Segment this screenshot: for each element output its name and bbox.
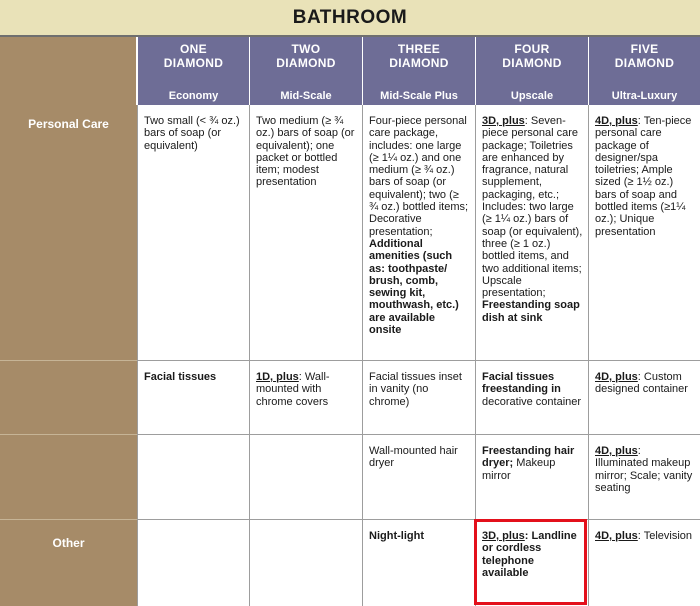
table-cell [475,520,588,606]
table-cell [362,435,475,520]
table-cell [475,361,588,435]
table-cell [475,105,588,361]
column-tier: Mid-Scale Plus [380,90,458,102]
table-cell [137,435,249,520]
cell-text: : Television [637,530,693,542]
cell-text: : Wall-mounted with chrome covers [256,371,330,408]
table-cell [588,435,700,520]
table-cell [249,105,362,361]
cell-text: : Custom designed container [595,371,688,396]
cell-text: Facial tissues inset in vanity (no chrome) [369,371,462,408]
cell-text: : Ten-piece personal care package of designer/spa toiletries; Ample sized (≥ 1½ oz.) bars of soap and bottled items (≥1¼ oz.); Unique presentation [595,115,692,238]
cell-text: decorative container [482,395,582,408]
cell-text: Four-piece personal care package, includes: one large (≥ 1¼ oz.) and one medium (≥ ¾ oz.) bars of soap (or equivalent); two (≥ ¾ oz.) bottled items; Decorative presentation; [369,115,469,238]
cell-text: : Illuminated makeup mirror; Scale; vanity seating [595,445,693,494]
table-cell [588,361,700,435]
table-title: BATHROOM [0,0,700,37]
cell-text: Makeup mirror [482,457,556,482]
table-cell [362,361,475,435]
column-header-three-diamond [362,37,475,105]
table-corner [0,37,137,105]
cell-text: Facial tissues [144,371,217,383]
cell-text: Additional amenities (such as: toothpaste/ brush, comb, sewing kit, mouthwash, etc.) are available onsite [369,237,459,337]
tier-reference: 3D, plus [482,115,525,127]
column-tier: Upscale [510,90,554,102]
column-header-two-diamond [249,37,362,105]
tier-reference: 3D, plus [482,530,525,542]
column-header-one-diamond [137,37,249,105]
table-cell [137,105,249,361]
cell-text: Night-light [369,530,424,542]
table-cell [588,105,700,361]
column-level: FIVE DIAMOND [614,42,675,70]
amenities-table [0,37,700,606]
column-header-five-diamond [588,37,700,105]
cell-text: Two small (< ¾ oz.) bars of soap (or equivalent) [144,115,240,152]
cell-text: : Landline or cordless telephone available [482,530,577,579]
table-cell [249,435,362,520]
column-tier: Ultra-Luxury [611,90,678,102]
tier-reference: 4D, plus [595,445,638,457]
row-label-blank [0,435,137,520]
column-level: ONE DIAMOND [163,42,224,70]
column-tier: Economy [168,90,219,102]
tier-reference: 4D, plus [595,371,638,383]
table-cell [137,361,249,435]
cell-text: Freestanding hair dryer; [482,445,575,470]
row-label-blank [0,361,137,435]
column-tier: Mid-Scale [280,90,332,102]
column-level: FOUR DIAMOND [502,42,562,70]
column-level: THREE DIAMOND [389,42,449,70]
column-header-four-diamond [475,37,588,105]
column-level: TWO DIAMOND [276,42,336,70]
cell-text: : Seven-piece personal care package; Toiletries are enhanced by fragrance, natural supplement, packaging, etc.; Includes: two large (≥ 1¼ oz.) bars of soap (or equivalent), three (≥ 1 oz.) bottled items, and two additional items; Upscale presentation; [482,115,583,300]
table-cell [249,361,362,435]
tier-reference: 4D, plus [595,115,638,127]
table-cell [362,520,475,606]
cell-text: Freestanding soap dish at sink [482,299,580,324]
table-cell [588,520,700,606]
cell-text: Wall-mounted hair dryer [369,445,458,470]
tier-reference: 1D, plus [256,371,299,383]
table-cell [475,435,588,520]
cell-text: Two medium (≥ ¾ oz.) bars of soap (or equivalent); one packet or bottled item; modest presentation [256,115,355,189]
table-cell [249,520,362,606]
table-cell [362,105,475,361]
table-cell [137,520,249,606]
row-label-personal-care: Personal Care [0,105,137,361]
tier-reference: 4D, plus [595,530,638,542]
cell-text: Facial tissues freestanding in [482,371,561,396]
row-label-other: Other [0,520,137,606]
